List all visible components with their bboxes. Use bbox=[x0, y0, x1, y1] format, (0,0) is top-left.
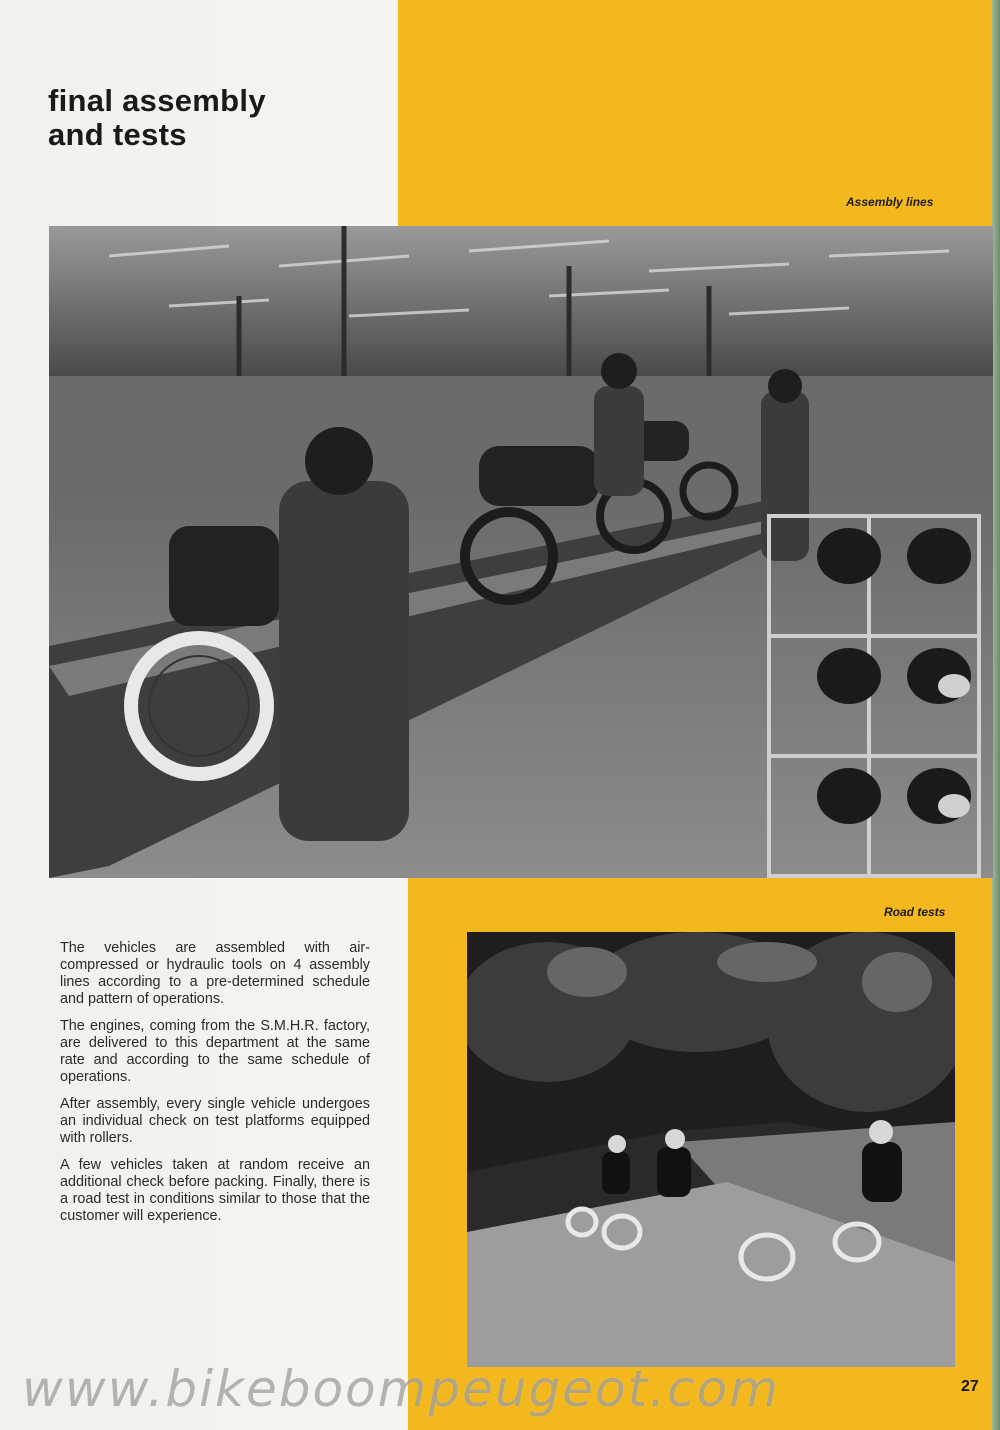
paragraph-3: After assembly, every single vehicle undergoes an individual check on test platforms equipped with rollers. bbox=[60, 1096, 370, 1146]
watermark-url: www.bikeboompeugeot.com bbox=[22, 1360, 780, 1418]
yellow-block-top bbox=[398, 0, 992, 228]
assembly-line-photo bbox=[49, 226, 993, 878]
page-title bbox=[48, 84, 266, 152]
title-line-1: final assembly bbox=[48, 83, 266, 118]
road-test-photo bbox=[467, 932, 955, 1367]
page-edge bbox=[992, 0, 1000, 1430]
caption-road-tests: Road tests bbox=[884, 905, 946, 919]
body-text bbox=[60, 940, 370, 1235]
road-photo-illustration bbox=[467, 932, 955, 1367]
assembly-photo-illustration bbox=[49, 226, 993, 878]
paragraph-2: The engines, coming from the S.M.H.R. factory, are delivered to this department at the same rate and according to the same schedule of operations. bbox=[60, 1018, 370, 1085]
title-line-2: and tests bbox=[48, 117, 187, 152]
paragraph-4: A few vehicles taken at random receive an additional check before packing. Finally, there is a road test in conditions similar to those that the customer will experience. bbox=[60, 1157, 370, 1224]
paragraph-1: The vehicles are assembled with air-compressed or hydraulic tools on 4 assembly lines according to a pre-determined schedule and pattern of operations. bbox=[60, 940, 370, 1007]
page-number: 27 bbox=[961, 1378, 979, 1395]
caption-assembly-lines: Assembly lines bbox=[846, 195, 934, 209]
